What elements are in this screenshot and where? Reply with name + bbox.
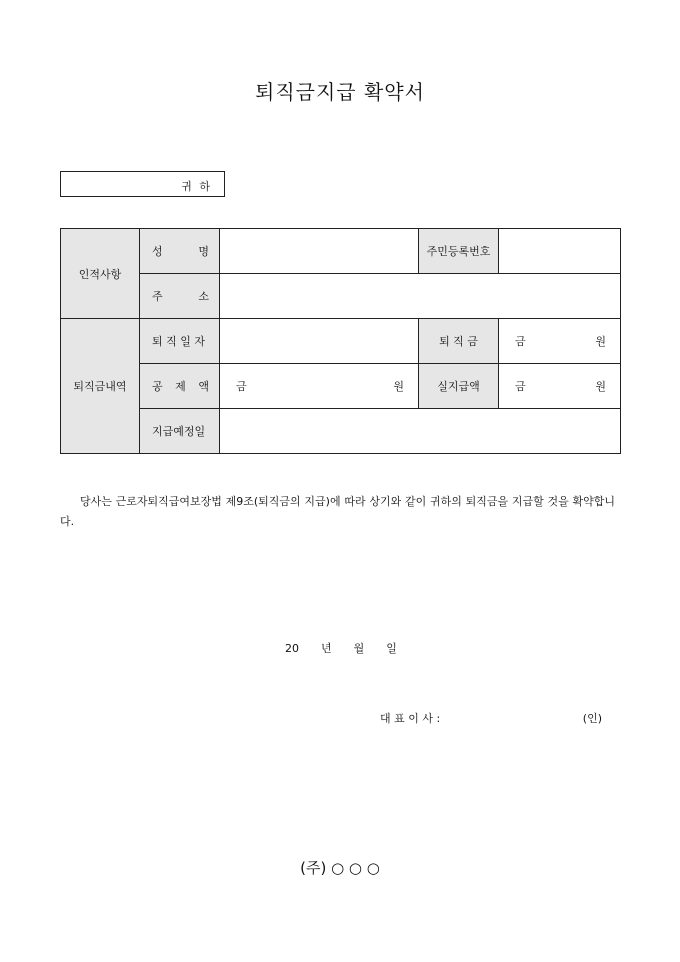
- page-title: 퇴직금지급 확약서: [255, 80, 425, 104]
- section-personal: 인적사항: [61, 229, 140, 319]
- seal-mark: (인): [582, 712, 602, 725]
- label-severance: 퇴 직 금: [419, 319, 499, 364]
- rrn-field[interactable]: [499, 229, 621, 274]
- label-deduction: 공 제 액: [140, 364, 220, 409]
- label-address: 주 소: [140, 274, 220, 319]
- label-pay-date: 지급예정일: [140, 409, 220, 454]
- company-name: (주) ○ ○ ○: [300, 859, 380, 877]
- addressee-box[interactable]: [60, 171, 225, 197]
- severance-form-table: [60, 228, 621, 454]
- date-month-unit: 월: [353, 642, 365, 655]
- representative-line: [380, 710, 602, 726]
- date-year[interactable]: 20: [285, 642, 299, 655]
- address-field[interactable]: [220, 274, 621, 319]
- name-field[interactable]: [220, 229, 419, 274]
- addressee-suffix: 귀 하: [181, 180, 212, 193]
- label-retire-date: 퇴 직 일 자: [140, 319, 220, 364]
- date-line: [285, 640, 397, 656]
- label-rrn: 주민등록번호: [419, 229, 499, 274]
- pay-date-field[interactable]: [220, 409, 621, 454]
- section-retirement: 퇴직금내역: [61, 319, 140, 454]
- date-year-unit: 년: [321, 642, 332, 655]
- date-day-unit: 일: [386, 642, 397, 655]
- actual-pay-amount-field[interactable]: 금 원: [499, 364, 621, 409]
- retire-date-field[interactable]: [220, 319, 419, 364]
- label-actual-pay: 실지급액: [419, 364, 499, 409]
- severance-amount-field[interactable]: 금 원: [499, 319, 621, 364]
- label-name: 성 명: [140, 229, 220, 274]
- pledge-paragraph: 당사는 근로자퇴직급여보장법 제9조(퇴직금의 지급)에 따라 상기와 같이 귀하의 퇴직금을 지급할 것을 확약합니다.: [60, 495, 615, 528]
- representative-label: 대 표 이 사 :: [380, 712, 441, 725]
- deduction-amount-field[interactable]: 금 원: [220, 364, 419, 409]
